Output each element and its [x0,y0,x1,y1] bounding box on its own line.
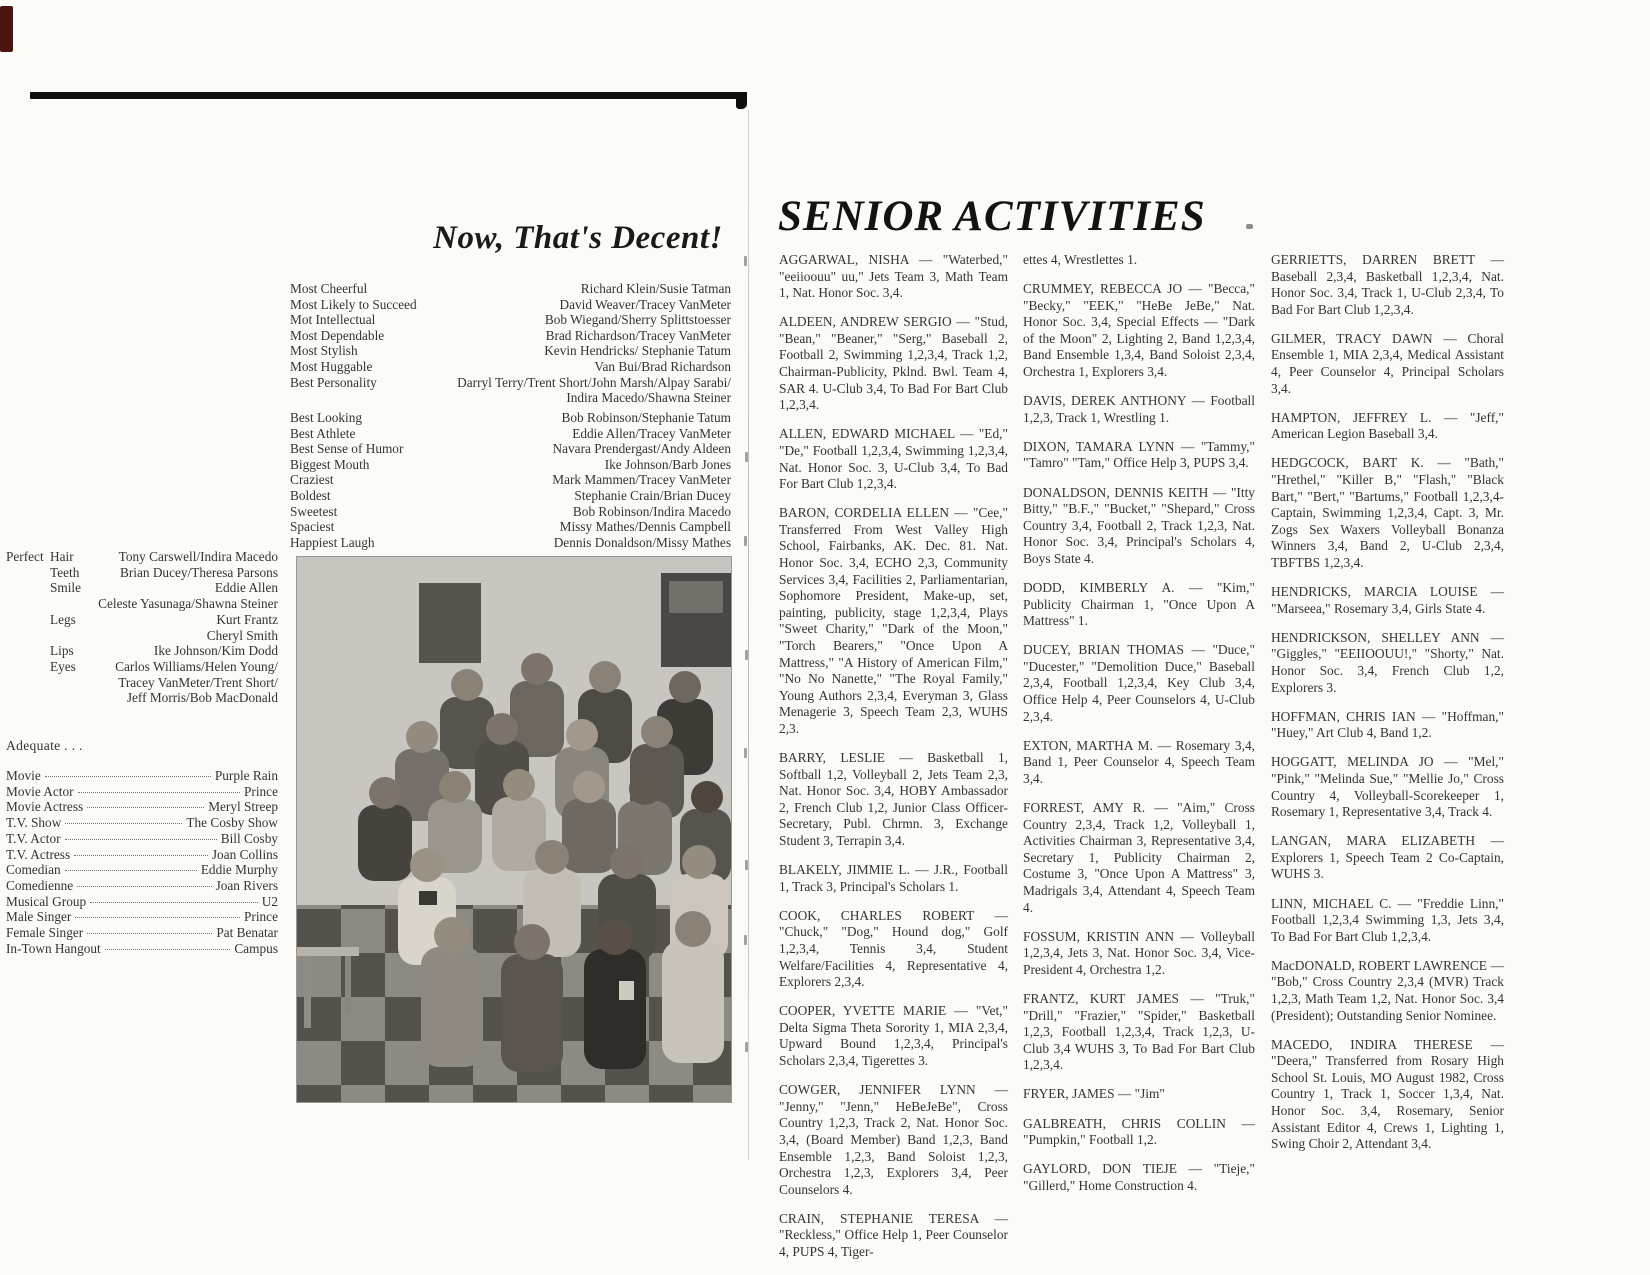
senior-activity-entry [779,750,1008,850]
activities-column-3 [1271,252,1504,1165]
group-photo [297,557,731,1102]
adequate-row [6,799,278,815]
superlative-row [290,375,731,391]
superlative-row [290,281,731,297]
adequate-row [6,784,278,800]
perfect-prefix: Perfect [6,549,44,564]
perfect-row [6,596,278,612]
adequate-value: Joan Collins [211,846,278,862]
entry-text: GALBREATH, CHRIS COLLIN — "Pumpkin," Football 1,2. [1023,1115,1255,1148]
perfect-label: Eyes [50,658,76,674]
entry-text: DODD, KIMBERLY A. — "Kim," Publicity Chairman 1, "Once Upon A Mattress" 1. [1023,580,1255,629]
dotted-leader [77,886,211,887]
book-gutter-line [748,110,749,1160]
adequate-heading: Adequate . . . [6,738,83,753]
entry-text: HENDRICKS, MARCIA LOUISE — "Marseea," Rosemary 3,4, Girls State 4. [1271,584,1504,616]
entry-text: HOFFMAN, CHRIS IAN — "Hoffman," "Huey," Art Club 4, Band 1,2. [1271,708,1504,741]
adequate-row [6,831,278,847]
superlative-label: Sweetest [290,503,338,519]
senior-activity-entry [1271,584,1504,617]
perfect-names: Brian Ducey/Theresa Parsons [119,564,278,580]
adequate-label: Musical Group [6,893,87,909]
adequate-value: Campus [234,940,278,956]
adequate-value: The Cosby Show [186,815,278,831]
perfect-names: Jeff Morris/Bob MacDonald [126,690,278,706]
superlative-label: Most Likely to Succeed [290,296,417,312]
adequate-row [6,941,278,957]
senior-activity-entry [1271,630,1504,696]
entry-text: BARON, CORDELIA ELLEN — "Cee," Transferred From West Valley High School, Fairbanks, AK. Dec. 81. Nat. Honor Soc. 3,4, ECHO 2,3, Community Services 3,4, Facilities 2, Parliamentarian, Sophomore President, Make-up, set, painting, publicity, stage 1,2,3,4, Plays "Sweet Charity," "Dark of the Moon," "Torch Bearers," "Once Upon A Mattress," "A History of American Film," "No No Nanette," "The Royal Family," Young Authors 2,3,4, Everyman 3, Glass Menagerie 3, Speech Team 2,3, WUHS 2,3. [779,505,1008,736]
scan-corner-mark [0,6,13,52]
entry-text: HAMPTON, JEFFREY L. — "Jeff," American Legion Baseball 3,4. [1271,409,1504,442]
senior-activity-entry [1023,393,1255,426]
gutter-mark [745,650,748,660]
entry-text: CRAIN, STEPHANIE TERESA — "Reckless," Office Help 1, Peer Counselor 4, PUPS 4, Tiger- [779,1210,1008,1259]
superlative-row [290,488,731,504]
senior-activities-title: SENIOR ACTIVITIES [778,193,1206,240]
perfect-row [6,675,278,691]
adequate-label: T.V. Show [6,815,62,831]
perfect-row [6,549,278,565]
adequate-value: Purple Rain [214,768,278,783]
adequate-label: Female Singer [6,925,84,941]
adequate-label: Male Singer [6,909,72,925]
adequate-label: In-Town Hangout [6,940,101,956]
senior-activity-entry [1271,455,1504,571]
adequate-list [6,768,278,956]
perfect-features-list [6,549,278,706]
gutter-mark [744,935,747,945]
gutter-mark [745,860,748,870]
superlative-row [290,504,731,520]
senior-activity-entry [779,862,1008,895]
senior-activity-entry [1023,991,1255,1074]
superlative-label: Boldest [290,487,331,503]
perfect-prefix [6,565,50,581]
perfect-row [6,580,278,596]
senior-activity-entry [1271,410,1504,443]
senior-activity-entry [1023,485,1255,568]
superlative-names: Eddie Allen/Tracey VanMeter [572,425,731,441]
gutter-mark [744,748,747,758]
perfect-names: Tony Carswell/Indira Macedo [118,549,278,564]
perfect-row [6,690,278,706]
perfect-prefix [6,628,50,644]
superlative-names: Missy Mathes/Dennis Campbell [559,519,731,535]
entry-text: HOGGATT, MELINDA JO — "Mel," "Pink," "Melinda Sue," "Mellie Jo," Cross Country 4, Volleyball-Scorekeeper 1, Rosemary 1, Representative 3,4, Track 4. [1271,754,1504,820]
perfect-prefix [6,675,50,691]
gutter-mark [744,256,747,266]
adequate-row [6,847,278,863]
senior-activity-entry [1023,580,1255,630]
perfect-label: Legs [50,611,76,627]
perfect-names: Tracey VanMeter/Trent Short/ [118,674,278,690]
gutter-mark [745,1042,748,1052]
perfect-label [50,690,102,706]
superlative-label: Best Looking [290,410,363,425]
superlative-row [290,359,731,375]
adequate-row [6,925,278,941]
superlative-label: Best Sense of Humor [290,441,404,457]
entry-text: FRYER, JAMES — "Jim" [1023,1086,1165,1102]
superlative-label: Mot Intellectual [290,312,376,328]
perfect-label [50,628,102,644]
senior-activity-entry [1023,1086,1255,1103]
adequate-label: Comedian [6,862,61,878]
perfect-label [48,596,98,612]
superlative-names: Richard Klein/Susie Tatman [580,281,731,296]
adequate-row [6,909,278,925]
adequate-value: Prince [244,783,278,799]
superlative-label: Best Athlete [290,425,356,441]
scan-speck [1246,224,1253,229]
senior-activity-entry [1271,252,1504,318]
entry-text: AGGARWAL, NISHA — "Waterbed," "eeiioouu" uu," Jets Team 3, Math Team 1, Nat. Honor Soc. 3,4. [779,252,1008,301]
perfect-names: Carlos Williams/Helen Young/ [115,658,278,674]
senior-activity-entry [1271,331,1504,397]
adequate-row [6,878,278,894]
superlative-names: Indira Macedo/Shawna Steiner [566,390,731,406]
adequate-value: Joan Rivers [215,877,278,893]
superlative-label: Most Huggable [290,358,373,374]
superlative-row [290,410,731,426]
superlative-names: Navara Prendergast/Andy Aldeen [552,441,731,457]
adequate-value: Prince [244,909,278,925]
adequate-row [6,815,278,831]
dotted-leader [78,792,240,793]
superlative-row [290,457,731,473]
superlative-names: Brad Richardson/Tracey VanMeter [545,327,731,343]
adequate-value: Bill Cosby [220,830,278,846]
superlative-row [290,312,731,328]
superlative-row [290,472,731,488]
perfect-prefix [6,580,50,596]
entry-text: LINN, MICHAEL C. — "Freddie Linn," Football 1,2,3,4 Swimming 1,3, Jets 3,4, To Bad For Bart Club 1,2,3,4. [1271,895,1504,944]
perfect-label: Lips [50,643,74,659]
entry-text: DAVIS, DEREK ANTHONY — Football 1,2,3, Track 1, Wrestling 1. [1023,393,1255,425]
senior-activity-entry [1023,929,1255,979]
senior-activity-entry [779,908,1008,991]
perfect-row [6,612,278,628]
superlative-row [290,343,731,359]
entry-text: DONALDSON, DENNIS KEITH — "Itty Bitty," "B.F.," "Bucket," "Shepard," Cross Country 3,4, Football 2, Track 1,2,3, Nat. Honor Soc. 3,4, Principal's Scholars 4, Boys State 4. [1023,484,1255,566]
senior-activity-entry [779,314,1008,414]
entry-text: DUCEY, BRIAN THOMAS — "Duce," "Ducester," "Demolition Duce," Baseball 2,3,4, Football 1,2,3,4, Key Club 3,4, Office Help 4, Peer Counselors 4, U-Club 2,3,4. [1023,642,1255,724]
perfect-prefix [6,690,50,706]
scan-top-rule [30,92,746,99]
senior-activity-entry [1271,958,1504,1024]
adequate-row [6,894,278,910]
senior-activity-entry [1271,709,1504,742]
superlative-row [290,441,731,457]
entry-text: COOPER, YVETTE MARIE — "Vet," Delta Sigma Theta Sorority 1, MIA 2,3,4, Upward Bound 1,2,3,4, Principal's Scholars 2,3,4, Tigerettes 3. [779,1003,1008,1069]
entry-text: HEDGCOCK, BART K. — "Bath," "Hrethel," "Killer B," "Flash," "Black Bart," "Bert," "Bartums," Football 1,2,3,4-Captain, Swimming 1,2,3,4, Capt. 3, Mr. Zogs Sex Waxers Volleyball Bonanza Winners 3,4, Band 2, U-Club 2,3,4, TBFTBS 1,2,3,4. [1271,455,1504,570]
dotted-leader [65,870,197,871]
entry-text: GAYLORD, DON TIEJE — "Tieje," "Gillerd," Home Construction 4. [1023,1161,1255,1193]
perfect-row [6,565,278,581]
perfect-label [50,675,102,691]
perfect-names: Eddie Allen [214,580,278,596]
entry-text: EXTON, MARTHA M. — Rosemary 3,4, Band 1, Peer Counselor 4, Speech Team 3,4. [1023,737,1255,786]
entry-text: COOK, CHARLES ROBERT — "Chuck," "Dog," Hound dog," Golf 1,2,3,4, Tennis 3,4, Student Welfare/Facilities 4, Representative 4, Explorers 2,3,4. [779,907,1008,990]
entry-text: FRANTZ, KURT JAMES — "Truk," "Drill," "Frazier," "Spider," Basketball 1,2,3, Football 1,2,3,4, Track 1,2,3, U-Club 3,4 WUHS 3, To Bad For Bart Club 1,2,3,4. [1023,990,1255,1073]
superlative-label: Most Dependable [290,327,385,343]
dotted-leader [65,823,182,824]
entry-text: ettes 4, Wrestlettes 1. [1023,252,1138,267]
superlative-label: Biggest Mouth [290,456,370,472]
superlative-names: Mark Mammen/Tracey VanMeter [552,472,731,488]
group-photo-illustration [297,557,731,1102]
superlative-label: Happiest Laugh [290,534,375,550]
superlative-names: Dennis Donaldson/Missy Mathes [553,534,731,550]
entry-text: FORREST, AMY R. — "Aim," Cross Country 2,3,4, Track 1,2, Volleyball 1, Activities Chairman 3, Representative 3,4, Secretary 1, Publicity Chairman 2, Costume 3, "Once Upon A Mattress" 3, Madrigals 3,4, Attendant 4, Speech Team 4. [1023,800,1255,915]
entry-text: ALDEEN, ANDREW SERGIO — "Stud, "Bean," "Beaner," "Serg," Baseball 2, Football 2, Swimming 1,2,3,4, Track 1,2, Chairman-Publicity, Pklnd. Bwl. Team 4, SAR 4. U-Club 3,4, To Bad For Bart Club 1,2,3,4. [779,314,1008,413]
activities-column-1 [779,252,1008,1273]
senior-activity-entry [779,426,1008,492]
superlative-names: Kevin Hendricks/ Stephanie Tatum [544,343,731,359]
dotted-leader [90,902,258,903]
perfect-prefix [6,596,48,612]
senior-activity-entry [1023,281,1255,381]
senior-activity-entry [1271,754,1504,820]
entry-text: LANGAN, MARA ELIZABETH — Explorers 1, Speech Team 2 Co-Captain, WUHS 3. [1271,833,1504,882]
perfect-row [6,643,278,659]
entry-text: COWGER, JENNIFER LYNN — "Jenny," "Jenn," HeBeJeBe", Cross Country 1,2,3, Track 2, Nat. Honor Soc. 3,4, (Board Member) Band 1,2,3, Band Ensemble 1,2,3, Band Soloist 1,2,3, Orchestra 1,2,3, Explorers 3,4, Peer Counselors 4. [779,1082,1008,1197]
superlative-label: Best Personality [290,374,377,390]
senior-activity-entry [1271,896,1504,946]
superlative-names: Stephanie Crain/Brian Ducey [574,487,731,503]
superlative-names: Van Bui/Brad Richardson [594,358,731,374]
superlative-label: Most Cheerful [290,281,368,296]
senior-activity-entry [1023,252,1255,269]
adequate-row [6,768,278,784]
adequate-value: Pat Benatar [216,925,278,941]
senior-activity-entry [779,1003,1008,1069]
superlative-names: Ike Johnson/Barb Jones [604,456,731,472]
senior-activity-entry [779,252,1008,302]
senior-activity-entry [1271,833,1504,883]
entry-text: BLAKELY, JIMMIE L. — J.R., Football 1, Track 3, Principal's Scholars 1. [779,862,1008,894]
entry-text: FOSSUM, KRISTIN ANN — Volleyball 1,2,3,4, Jets 3, Nat. Honor Soc. 3,4, Vice-President 4, Orchestra 1,2. [1023,928,1255,977]
perfect-label: Hair [50,549,74,564]
entry-text: DIXON, TAMARA LYNN — "Tammy," "Tamro" "Tam," Office Help 3, PUPS 3,4. [1023,438,1255,471]
perfect-names: Celeste Yasunaga/Shawna Steiner [98,596,278,612]
entry-text: ALLEN, EDWARD MICHAEL — "Ed," "De," Football 1,2,3,4, Swimming 1,2,3,4, Nat. Honor Soc. 3, U-Club 3,4, To Bad For Bart Club 1,2,3,4. [779,426,1008,492]
entry-text: GILMER, TRACY DAWN — Choral Ensemble 1, MIA 2,3,4, Medical Assistant 4, Peer Counselor 4, Principal Scholars 3,4. [1271,330,1504,396]
dotted-leader [105,949,231,950]
adequate-value: Meryl Streep [208,799,278,815]
dotted-leader [45,776,211,777]
superlative-names: Bob Robinson/Indira Macedo [572,503,731,519]
senior-activity-entry [779,1082,1008,1198]
perfect-label: Smile [50,580,82,596]
adequate-label: Comedienne [6,877,74,893]
perfect-names: Cheryl Smith [206,627,278,643]
dotted-leader [74,855,208,856]
senior-activity-entry [1023,439,1255,472]
senior-activity-entry [779,505,1008,737]
adequate-label: Movie [6,768,41,783]
adequate-label: T.V. Actor [6,830,61,846]
senior-activity-entry [1023,738,1255,788]
superlative-row [290,426,731,442]
dotted-leader [65,839,217,840]
adequate-value: Eddie Murphy [200,862,278,878]
adequate-label: Movie Actor [6,783,74,799]
adequate-value: U2 [261,893,278,909]
perfect-prefix [6,659,50,675]
entry-text: MACEDO, INDIRA THERESE — "Deera," Transferred from Rosary High School St. Louis, MO August 1982, Cross Country 1, Track 1, Soccer 1,3,4, Nat. Honor Soc. 3,4, Rosemary, Senior Assistant Editor 4, Crews 1, Lighting 1, Swing Choir 2, Attendant 3,4. [1271,1036,1504,1152]
adequate-label: Movie Actress [6,799,84,815]
activities-column-2 [1023,252,1255,1207]
superlative-label: Spaciest [290,519,335,535]
superlatives-list-bottom [290,410,731,550]
perfect-prefix [6,643,50,659]
left-page-title: Now, That's Decent! [433,220,723,256]
gutter-mark [744,536,747,546]
superlative-label: Most Stylish [290,343,358,359]
entry-text: MacDONALD, ROBERT LAWRENCE — "Bob," Cross Country 2,3,4 (MVR) Track 1,2,3, Math Team 1,2, Nat. Honor Soc. 3,4 (President); Outstanding Senior Nominee. [1271,957,1504,1023]
superlative-names: Darryl Terry/Trent Short/John Marsh/Alpay Sarabi/ [457,374,731,390]
gutter-mark [745,452,748,462]
entry-text: GERRIETTS, DARREN BRETT — Baseball 2,3,4, Basketball 1,2,3,4, Nat. Honor Soc. 3,4, Track 1, U-Club 2,3,4, To Bad For Bart Club 1,2,3,4. [1271,252,1504,317]
superlative-row [290,297,731,313]
dotted-leader [87,807,204,808]
perfect-names: Ike Johnson/Kim Dodd [153,643,278,659]
perfect-row [6,659,278,675]
senior-activity-entry [779,1211,1008,1261]
entry-text: HENDRICKSON, SHELLEY ANN — "Giggles," "EEIIOOUU!," "Shorty," Nat. Honor Soc. 3,4, French Club 1,2, Explorers 3. [1271,629,1504,695]
superlative-label: Craziest [290,472,334,488]
perfect-prefix [6,612,50,628]
entry-text: CRUMMEY, REBECCA JO — "Becca," "Becky," "EEK," "HeBe JeBe," Nat. Honor Soc. 3,4, Special Effects — "Dark of the Moon" 2, Lighting 2, Band 1,2,3,4, Band Ensemble 1,3,4, Band Soloist 2,3,4, Orchestra 1, Explorers 3,4. [1023,281,1255,380]
perfect-names: Kurt Frantz [216,611,278,627]
dotted-leader [87,933,212,934]
perfect-row [6,628,278,644]
superlative-names: David Weaver/Tracey VanMeter [559,296,731,312]
adequate-row [6,862,278,878]
senior-activity-entry [1023,642,1255,725]
senior-activity-entry [1023,1161,1255,1194]
adequate-label: T.V. Actress [6,846,71,862]
superlative-row [290,535,731,551]
superlative-row [290,328,731,344]
superlatives-list-top [290,281,731,406]
senior-activity-entry [1023,1116,1255,1149]
senior-activity-entry [1023,800,1255,916]
superlative-row [290,390,731,406]
entry-text: BARRY, LESLIE — Basketball 1, Softball 1,2, Volleyball 2, Jets Team 2,3, Nat. Honor Soc. 3,4, HOBY Ambassador 2, French Club 1,2, Junior Class Officer-Secretary, Publ. Chrmn. 3, Exchange Student 3, Terrapin 3,4. [779,750,1008,848]
perfect-label: Teeth [50,564,80,580]
scan-top-rule-hook [736,92,747,109]
superlative-names: Bob Wiegand/Sherry Splittstoesser [544,312,731,328]
superlative-row [290,519,731,535]
senior-activity-entry [1271,1037,1504,1153]
superlative-names: Bob Robinson/Stephanie Tatum [561,410,731,425]
dotted-leader [75,917,240,918]
